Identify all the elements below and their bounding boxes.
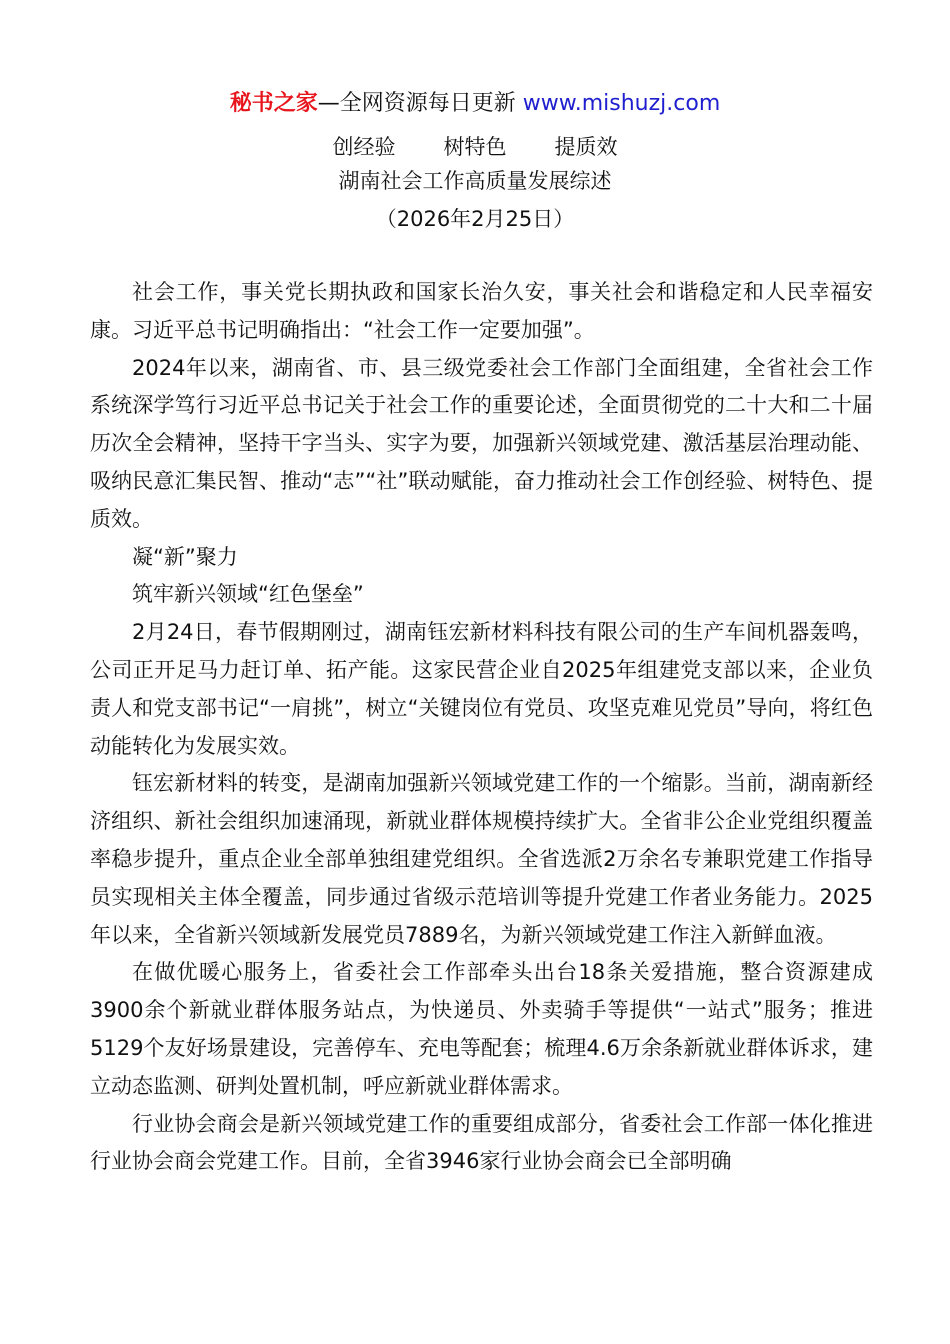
paragraph: 行业协会商会是新兴领域党建工作的重要组成部分，省委社会工作部一体化推进行业协会商会党建工作。目前，全省3946家行业协会商会已全部明确 bbox=[90, 1111, 873, 1174]
section-subheading: 筑牢新兴领域“红色堡垒” bbox=[132, 582, 364, 607]
section-heading: 凝“新”聚力 bbox=[132, 544, 238, 569]
site-url-link[interactable]: www.mishuzj.com bbox=[522, 91, 721, 116]
site-tagline: —全网资源每日更新 bbox=[317, 91, 516, 116]
title-keyword: 提质效 bbox=[554, 135, 618, 159]
article-date: （2026年2月25日） bbox=[375, 207, 575, 231]
article-title: 湖南社会工作高质量发展综述 bbox=[338, 169, 612, 193]
site-header bbox=[0, 88, 950, 120]
paragraph: 2024年以来，湖南省、市、县三级党委社会工作部门全面组建，全省社会工作系统深学笃行习近平总书记关于社会工作的重要论述，全面贯彻党的二十大和二十届历次全会精神，坚持干字当头、实字为要，加强新兴领域党建、激活基层治理动能、吸纳民意汇集民智、推动“志”“社”联动赋能，奋力推动社会工作创经验、树特色、提质效。 bbox=[90, 355, 873, 531]
brand-name: 秘书之家 bbox=[229, 91, 318, 116]
article-body bbox=[90, 274, 873, 1181]
paragraph: 钰宏新材料的转变，是湖南加强新兴领域党建工作的一个缩影。当前，湖南新经济组织、新社会组织加速涌现，新就业群体规模持续扩大。全省非公企业党组织覆盖率稳步提升，重点企业全部单独组建党组织。全省选派2万余名专兼职党建工作指导员实现相关主体全覆盖，同步通过省级示范培训等提升党建工作者业务能力。2025年以来，全省新兴领域新发展党员7889名，为新兴领域党建工作注入新鲜血液。 bbox=[90, 771, 873, 947]
title-keyword: 树特色 bbox=[443, 135, 507, 159]
paragraph: 社会工作，事关党长期执政和国家长治久安，事关社会和谐稳定和人民幸福安康。习近平总书记明确指出：“社会工作一定要加强”。 bbox=[90, 280, 873, 342]
paragraph: 2月24日，春节假期刚过，湖南钰宏新材料科技有限公司的生产车间机器轰鸣，公司正开足马力赶订单、拓产能。这家民营企业自2025年组建党支部以来，企业负责人和党支部书记“一肩挑”，树立“关键岗位有党员、攻坚克难见党员”导向，将红色动能转化为发展实效。 bbox=[90, 620, 873, 758]
title-keyword: 创经验 bbox=[332, 135, 396, 159]
paragraph: 在做优暖心服务上，省委社会工作部牵头出台18条关爱措施，整合资源建成3900余个新就业群体服务站点，为快递员、外卖骑手等提供“一站式”服务；推进5129个友好场景建设，完善停车、充电等配套；梳理4.6万余条新就业群体诉求，建立动态监测、研判处置机制，呼应新就业群体需求。 bbox=[90, 960, 873, 1098]
title-keywords bbox=[0, 130, 950, 164]
article-title-block bbox=[0, 130, 950, 239]
